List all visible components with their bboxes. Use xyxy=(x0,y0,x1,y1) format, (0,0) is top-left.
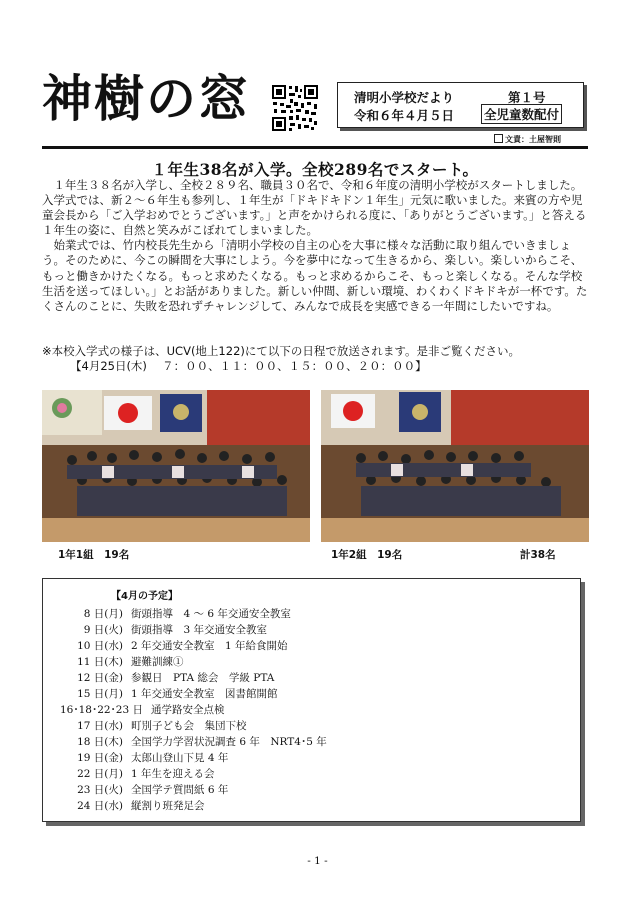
schedule-row xyxy=(43,654,184,670)
schedule-event: 全国学テ質問紙 6 年 xyxy=(131,784,229,796)
schedule-row xyxy=(43,718,247,734)
photo-2-caption: 1年2組 19名 xyxy=(331,549,403,561)
schedule-event: 1 年交通安全教室 図書館開館 xyxy=(131,688,278,700)
issue-date: 令和６年４月５日 xyxy=(354,108,455,123)
article-body xyxy=(42,178,588,314)
photo-1-caption: 1年1組 19名 xyxy=(58,549,130,561)
april-schedule-box xyxy=(42,578,581,822)
distribution-note: 全児童数配付 xyxy=(481,104,562,124)
qr-code-icon xyxy=(271,84,319,132)
schedule-date: 19 日(金) xyxy=(77,752,123,764)
article-paragraph: 始業式では、竹内校長先生から「清明小学校の自主の心を大事に様々な活動に取り組んでいきましょう。そのために、今この瞬間を大事にしよう。今を夢中になって生きるから、楽しい。楽しいからこそ、もっと働きかけたくなる。もっと求めたくなる。もっと求めるからこそ、もっと楽しくなる。そんな学校生活を送ってほしい。」とお話がありました。新しい仲間、新しい環境、わくわくドキドキが一杯です。たくさんのことに、失敗を恐れずチャレンジして、みんなで成長を実感できる一年間にしたいですね。 xyxy=(42,238,588,313)
schedule-event: 参観日 PTA 総会 学級 PTA xyxy=(131,672,275,684)
schedule-date: 22 日(月) xyxy=(77,768,123,780)
schedule-event: 通学路安全点検 xyxy=(151,704,225,716)
schedule-event: 全国学力学習状況調査 6 年 NRT4･5 年 xyxy=(131,736,327,748)
schedule-date: 18 日(木) xyxy=(77,736,123,748)
header-divider xyxy=(42,146,588,149)
article-headline: １年生38名が入学。全校289名でスタート。 xyxy=(151,160,479,179)
schedule-row xyxy=(43,638,288,654)
schedule-date: 12 日(金) xyxy=(77,672,123,684)
article-paragraph: １年生３８名が入学し、全校２８９名、職員３０名で、令和６年度の清明小学校がスタートしました。入学式では、新２～６年生も参列し、１年生が「ドキドキドン１年生」元気に歌いました。来賓の方や児童会長から「ご入学おめでとうございます。」と声をかけられる度に、「ありがとうございます。」と答える１年生の姿に、自然と笑みがこぼれてしまいました。 xyxy=(42,178,587,238)
issue-info-box xyxy=(337,82,584,128)
schedule-event: 1 年生を迎える会 xyxy=(131,768,215,780)
schedule-row xyxy=(43,782,228,798)
schedule-row xyxy=(43,798,205,814)
broadcast-notice xyxy=(42,344,588,374)
schedule-event: 太郎山登山下見 4 年 xyxy=(131,752,229,764)
total-students-caption: 計38名 xyxy=(520,549,556,561)
schedule-row xyxy=(43,686,278,702)
schedule-row xyxy=(43,766,215,782)
schedule-date: 23 日(火) xyxy=(77,784,123,796)
schedule-event: 街頭指導 3 年交通安全教室 xyxy=(131,624,268,636)
schedule-date: 24 日(水) xyxy=(77,800,123,812)
checkbox-square-icon xyxy=(494,134,503,143)
schedule-date: 15 日(月) xyxy=(77,688,123,700)
schedule-date: 16･18･22･23 日 xyxy=(59,704,143,716)
schedule-row xyxy=(43,702,225,718)
schedule-event: 街頭指導 4 ～ 6 年交通安全教室 xyxy=(131,608,291,620)
school-name: 清明小学校だより xyxy=(354,90,455,105)
schedule-event: 縦割り班発足会 xyxy=(131,800,205,812)
broadcast-schedule: 【4月25日(木) ７：００、１１：００、１５：００、２０：００】 xyxy=(70,359,427,373)
schedule-row xyxy=(43,606,291,622)
schedule-date: 10 日(水) xyxy=(77,640,123,652)
schedule-row xyxy=(43,750,228,766)
schedule-row xyxy=(43,622,267,638)
schedule-date: 9 日(火) xyxy=(83,624,123,636)
author-credit xyxy=(494,134,561,145)
newsletter-title: 神樹の窓 xyxy=(42,69,250,128)
broadcast-notice-text: ※本校入学式の様子は、UCV(地上122)にて以下の日程で放送されます。是非ご覧ください。 xyxy=(42,344,520,358)
schedule-event: 2 年交通安全教室 1 年給食開始 xyxy=(131,640,288,652)
schedule-event: 町別子ども会 集団下校 xyxy=(131,720,247,732)
class-photo-1 xyxy=(42,390,310,542)
schedule-date: 11 日(木) xyxy=(77,656,123,668)
author-text: 文責：土屋智則 xyxy=(505,135,561,144)
class-photo-2 xyxy=(321,390,589,542)
schedule-title: 【4月の予定】 xyxy=(111,591,178,602)
issue-number: 第１号 xyxy=(508,90,546,105)
page-number: - 1 - xyxy=(307,855,328,867)
schedule-row xyxy=(43,670,274,686)
schedule-date: 8 日(月) xyxy=(83,608,123,620)
schedule-date: 17 日(水) xyxy=(77,720,123,732)
schedule-row xyxy=(43,734,327,750)
schedule-event: 避難訓練① xyxy=(131,656,184,668)
